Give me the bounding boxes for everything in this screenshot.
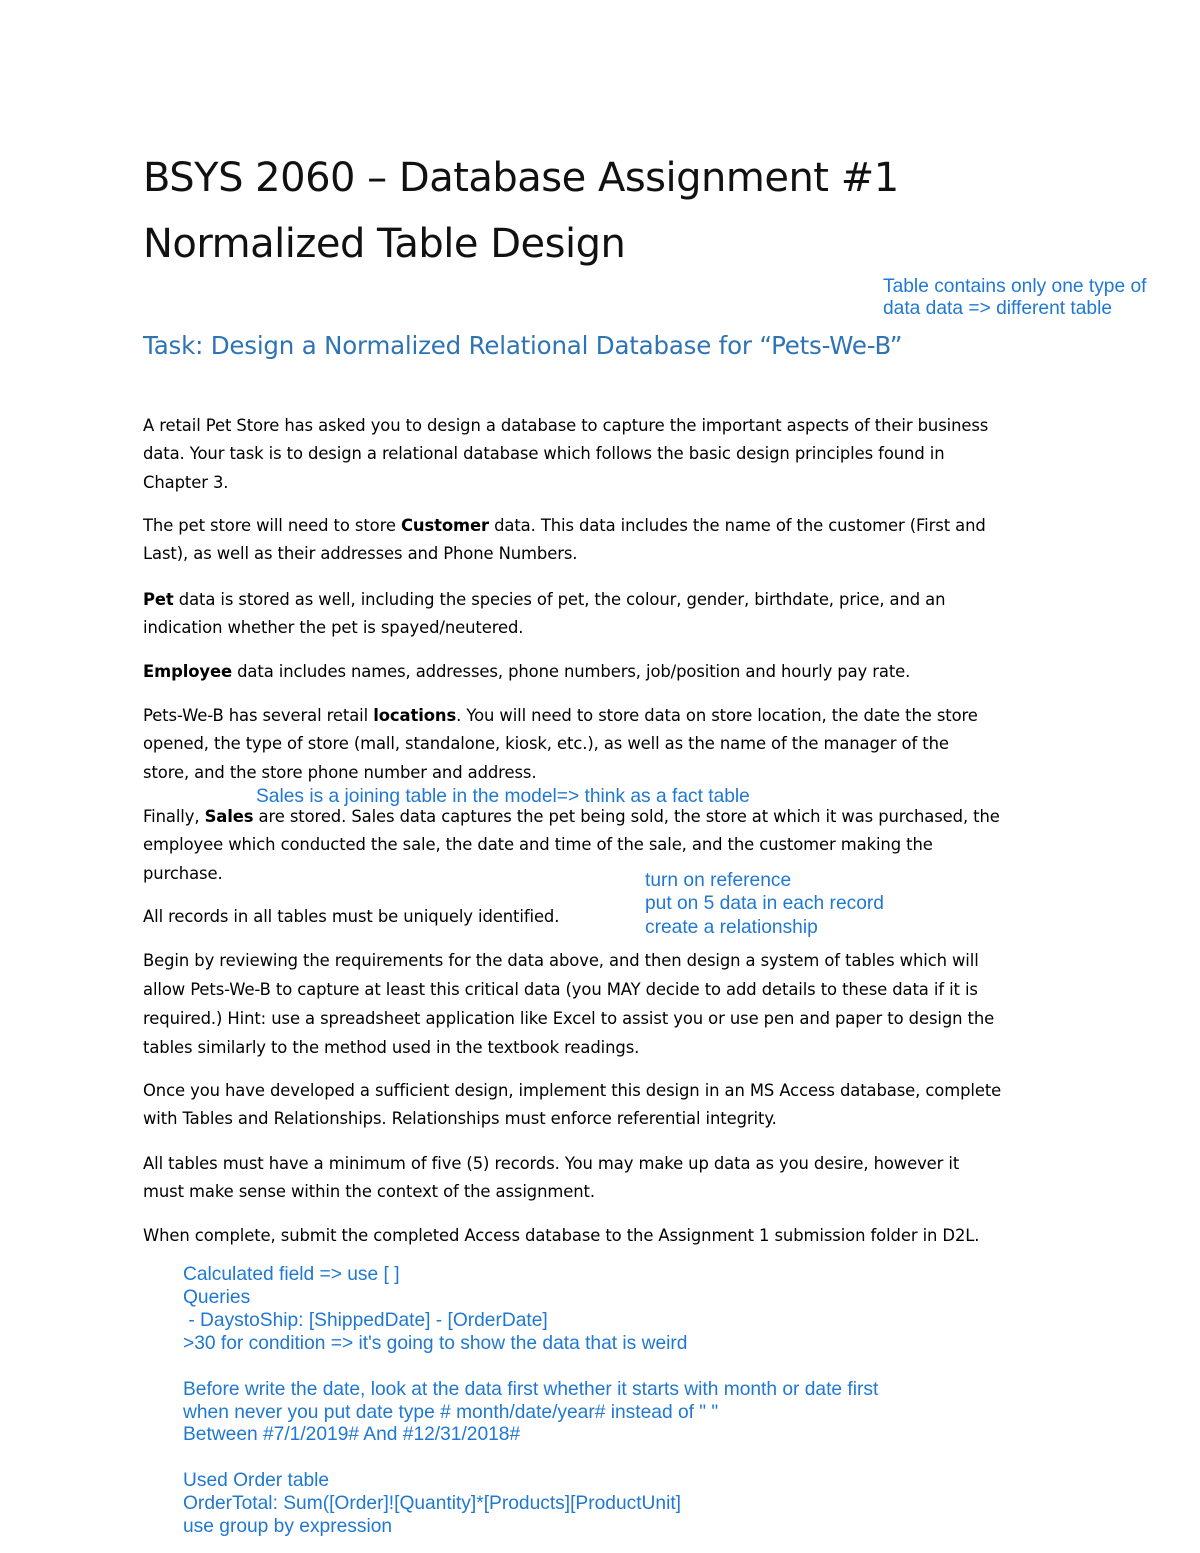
minimum-line-2: must make sense within the context of the assignment. [143, 1182, 595, 1201]
once-line-1: Once you have developed a sufficient design, implement this design in an MS Access database, complete [143, 1081, 1002, 1100]
bottom-note-between: Between #7/1/2019# And #12/31/2018# [183, 1424, 521, 1445]
submit-line: When complete, submit the completed Access database to the Assignment 1 submission folder in D2L. [143, 1226, 980, 1245]
minimum-line-1: All tables must have a minimum of five (5) records. You may make up data as you desire, however it [143, 1154, 960, 1173]
sales-line-2: employee which conducted the sale, the date and time of the sale, and the customer making the [143, 835, 933, 854]
employee-line: Employee data includes names, addresses, phone numbers, job/position and hourly pay rate. [143, 662, 911, 681]
bottom-note-daystoship: - DaystoShip: [ShippedDate] - [OrderDate] [183, 1310, 548, 1331]
once-line-2: with Tables and Relationships. Relationships must enforce referential integrity. [143, 1109, 777, 1128]
bottom-note-calculated-field: Calculated field => use [ ] [183, 1264, 400, 1285]
annotation-sales-note: Sales is a joining table in the model=> think as a fact table [256, 786, 750, 807]
bottom-note-order-table: Used Order table [183, 1470, 330, 1491]
annotation-reference-3: create a relationship [645, 917, 818, 938]
bottom-note-queries: Queries [183, 1287, 251, 1308]
bottom-note-date-type: when never you put date type # month/date/year# instead of " " [183, 1402, 719, 1423]
bottom-note-date-check: Before write the date, look at the data first whether it starts with month or date first [183, 1379, 879, 1400]
sales-line-1: Finally, Sales are stored. Sales data captures the pet being sold, the store at which it was purchased, the [143, 807, 1000, 826]
locations-line-1: Pets-We-B has several retail locations. You will need to store data on store location, the date the store [143, 706, 978, 725]
pet-keyword: Pet [143, 590, 174, 609]
intro-line-2: data. Your task is to design a relational database which follows the basic design principles found in [143, 444, 945, 463]
intro-line-1: A retail Pet Store has asked you to design a database to capture the important aspects of their business [143, 416, 989, 435]
sales-line-3: purchase. [143, 864, 223, 883]
locations-keyword: locations [373, 706, 457, 725]
begin-line-2: allow Pets-We-B to capture at least this critical data (you MAY decide to add details to these data if it is [143, 980, 978, 999]
unique-line: All records in all tables must be uniquely identified. [143, 907, 560, 926]
document-title-line-2: Normalized Table Design [143, 221, 626, 267]
begin-line-3: required.) Hint: use a spreadsheet application like Excel to assist you or use pen and paper to design the [143, 1009, 995, 1028]
pet-line-1: Pet data is stored as well, including the species of pet, the colour, gender, birthdate, price, and an [143, 590, 946, 609]
annotation-reference-1: turn on reference [645, 870, 792, 891]
begin-line-1: Begin by reviewing the requirements for the data above, and then design a system of tables which will [143, 951, 979, 970]
sales-keyword: Sales [204, 807, 254, 826]
customer-line-1: The pet store will need to store Customer data. This data includes the name of the customer (First and [143, 516, 986, 535]
task-heading: Task: Design a Normalized Relational Database for “Pets-We-B” [143, 331, 903, 360]
annotation-reference-2: put on 5 data in each record [645, 893, 884, 914]
locations-line-2: opened, the type of store (mall, standalone, kiosk, etc.), as well as the name of the manager of the [143, 734, 949, 753]
annotation-table-note-2: data data => different table [883, 298, 1113, 319]
pet-line-2: indication whether the pet is spayed/neutered. [143, 618, 524, 637]
customer-line-2: Last), as well as their addresses and Phone Numbers. [143, 544, 578, 563]
bottom-note-condition: >30 for condition => it's going to show the data that is weird [183, 1333, 688, 1354]
employee-keyword: Employee [143, 662, 233, 681]
locations-line-3: store, and the store phone number and address. [143, 763, 537, 782]
begin-line-4: tables similarly to the method used in the textbook readings. [143, 1038, 640, 1057]
intro-line-3: Chapter 3. [143, 473, 229, 492]
document-title-line-1: BSYS 2060 – Database Assignment #1 [143, 155, 899, 201]
customer-keyword: Customer [400, 516, 489, 535]
bottom-note-ordertotal: OrderTotal: Sum([Order]![Quantity]*[Products][ProductUnit] [183, 1493, 681, 1514]
bottom-note-group-by: use group by expression [183, 1516, 393, 1537]
annotation-table-note-1: Table contains only one type of [883, 276, 1147, 297]
